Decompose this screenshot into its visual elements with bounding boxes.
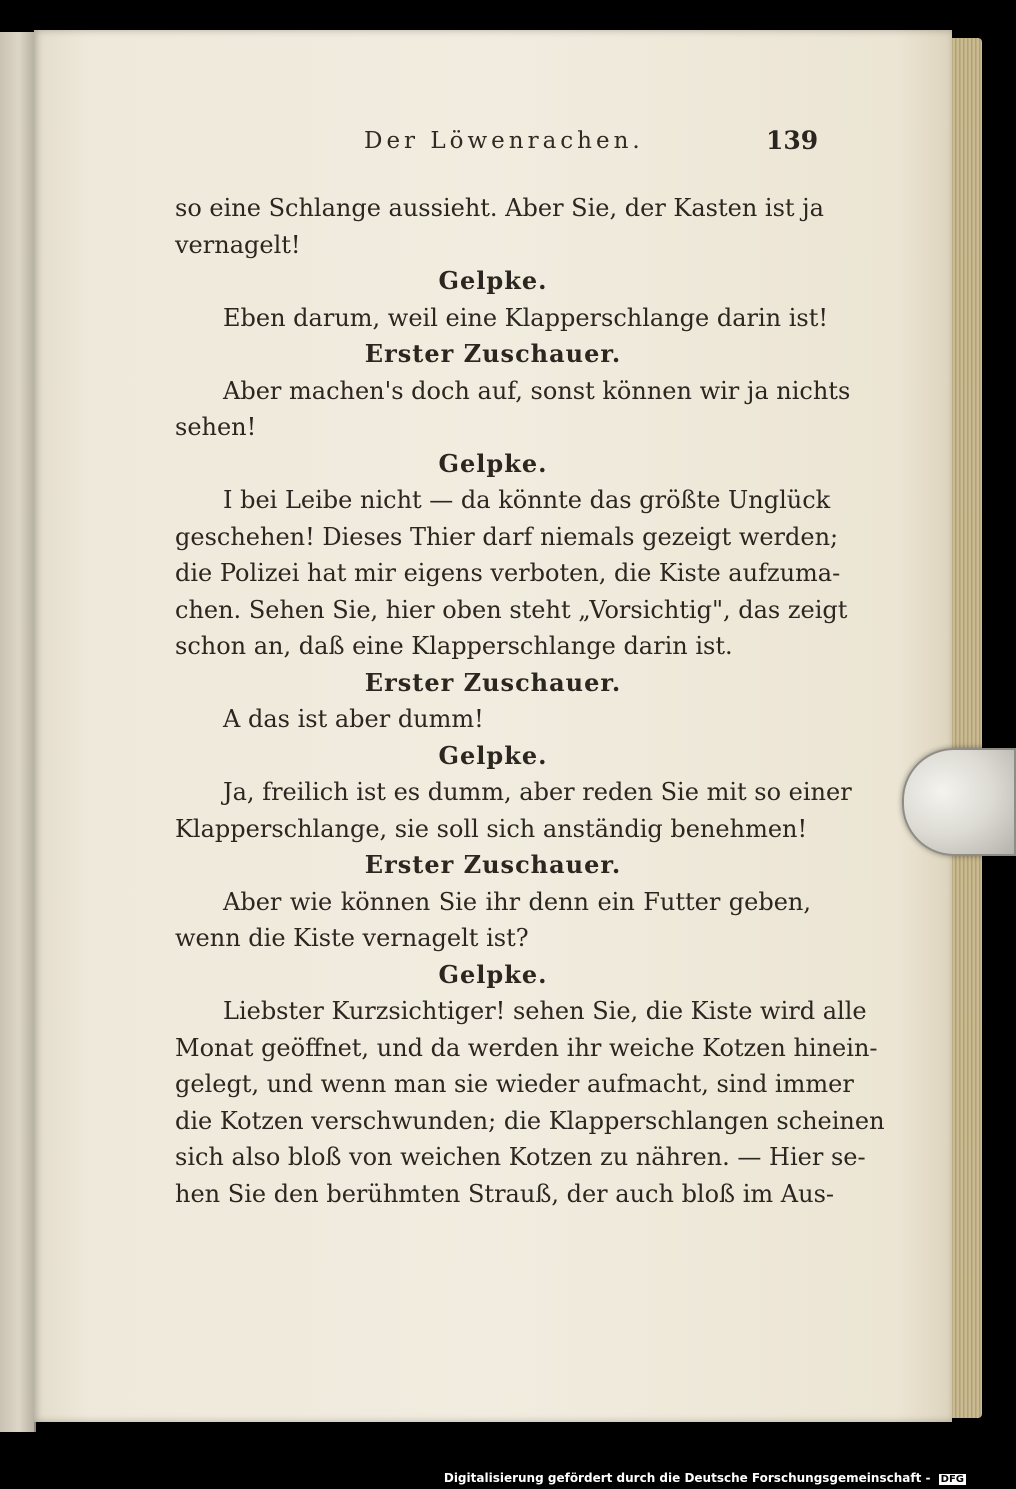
text-line: hen Sie den berühmten Strauß, der auch bloß im Aus- [175,1179,834,1208]
text-line: vernagelt! [175,230,301,259]
text-line: Klapperschlange, sie soll sich anständig benehmen! [175,814,808,843]
previous-page-edge [0,32,36,1432]
text-line: die Polizei hat mir eigens verboten, die Kiste aufzuma- [175,559,841,587]
speaker-heading: Gelpke. [438,959,548,989]
text-line: Monat geöffnet, und da werden ihr weiche Kotzen hinein- [175,1033,878,1062]
text-line: chen. Sehen Sie, hier oben steht „Vorsichtig", das zeigt [175,595,848,624]
text-line: so eine Schlange aussieht. Aber Sie, der Kasten ist ja [175,194,824,222]
book-page [34,30,952,1422]
text-line: gelegt, und wenn man sie wieder aufmacht, sind immer [175,1070,854,1098]
speaker-heading: Erster Zuschauer. [364,667,622,697]
text-line: sehen! [175,413,257,441]
text-line: Liebster Kurzsichtiger! sehen Sie, die Kiste wird alle [223,997,867,1025]
text-line: Eben darum, weil eine Klapperschlange darin ist! [223,303,829,332]
footer-credit-text: Digitalisierung gefördert durch die Deutsche Forschungsgemeinschaft - [443,1471,931,1485]
text-line: Aber machen's doch auf, sonst können wir ja nichts [223,376,851,405]
footer-credit [444,1471,966,1485]
text-line: geschehen! Dieses Thier darf niemals gezeigt werden; [175,522,839,551]
text-block [175,190,885,1212]
text-line: wenn die Kiste vernagelt ist? [175,924,529,952]
page-number: 139 [766,126,819,155]
running-title: Der Löwenrachen. [364,128,644,154]
speaker-heading: Gelpke. [438,448,548,478]
speaker-heading: Erster Zuschauer. [364,850,622,879]
speaker-heading: Gelpke. [438,740,548,770]
dfg-logo: DFG [940,1474,964,1485]
text-line: Ja, freilich ist es dumm, aber reden Sie mit so einer [223,778,852,806]
speaker-heading: Erster Zuschauer. [364,339,622,368]
page-header [34,128,952,168]
text-line: A das ist aber dumm! [223,705,484,733]
text-line: I bei Leibe nicht — da könnte das größte Unglück [223,486,831,514]
speaker-heading: Gelpke. [438,266,548,295]
text-line: Aber wie können Sie ihr denn ein Futter geben, [223,887,811,916]
text-line: sich also bloß von weichen Kotzen zu nähren. — Hier se- [175,1143,866,1171]
text-line: schon an, daß eine Klapperschlange darin ist. [175,632,733,660]
text-line: die Kotzen verschwunden; die Klapperschlangen scheinen [175,1106,885,1135]
glass-page-weight [902,748,1016,856]
